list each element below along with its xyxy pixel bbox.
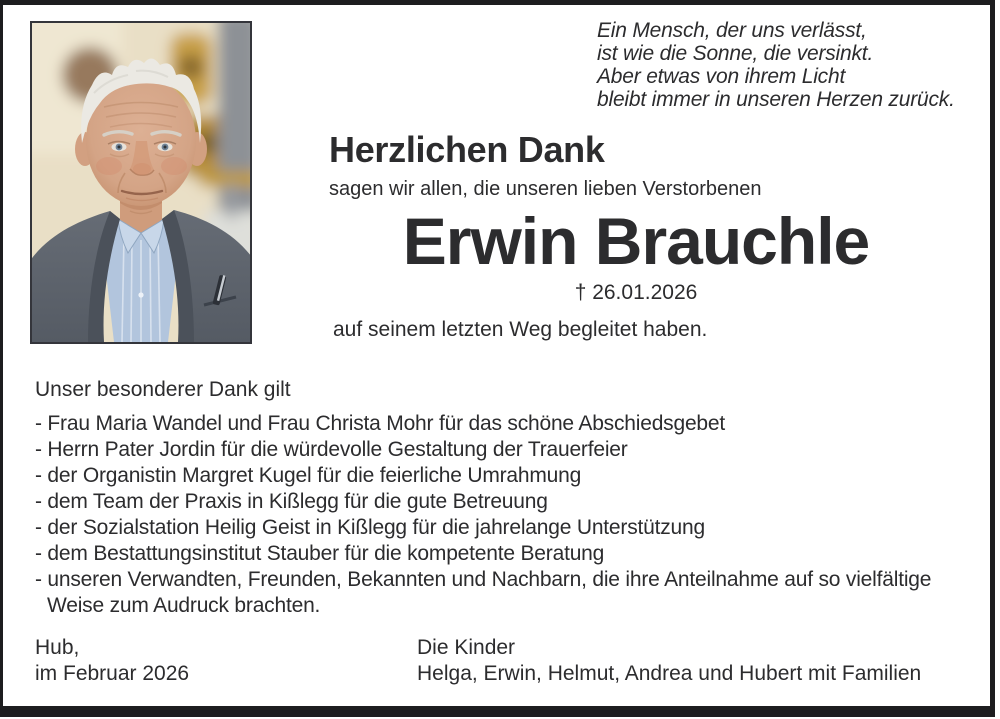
acknowledgement-item: - Herrn Pater Jordin für die würdevolle Gestaltung der Trauerfeier bbox=[35, 438, 628, 461]
footer-place-date bbox=[35, 635, 189, 687]
footer-place: Hub, bbox=[35, 636, 80, 659]
notice-intro: sagen wir allen, die unseren lieben Verstorbenen bbox=[329, 178, 762, 200]
acknowledgements-heading: Unser besonderer Dank gilt bbox=[35, 378, 291, 401]
poem-line: ist wie die Sonne, die versinkt. bbox=[597, 42, 874, 65]
acknowledgement-item: - Frau Maria Wandel und Frau Christa Mohr für das schöne Abschiedsgebet bbox=[35, 412, 726, 435]
acknowledgement-item: - der Sozialstation Heilig Geist in Kißlegg für die jahrelange Unterstützung bbox=[35, 516, 705, 539]
deceased-name: Erwin Brauchle bbox=[402, 204, 870, 278]
death-date: † 26.01.2026 bbox=[574, 281, 698, 304]
poem-line: Aber etwas von ihrem Licht bbox=[597, 65, 846, 88]
acknowledgement-item: - dem Bestattungsinstitut Stauber für die kompetente Beratung bbox=[35, 542, 605, 565]
notice-closing-line: auf seinem letzten Weg begleitet haben. bbox=[333, 318, 708, 341]
acknowledgement-item: - dem Team der Praxis in Kißlegg für die gute Betreuung bbox=[35, 490, 548, 513]
poem-line: bleibt immer in unseren Herzen zurück. bbox=[597, 88, 955, 111]
portrait-image bbox=[32, 23, 250, 342]
deceased-photo bbox=[30, 21, 252, 344]
acknowledgements-section bbox=[35, 377, 945, 619]
footer-signature-block bbox=[417, 635, 921, 687]
acknowledgement-item: - unseren Verwandten, Freunden, Bekannten und Nachbarn, die ihre Anteilnahme auf so vielfältige Weise zum Audruck brachten. bbox=[35, 568, 932, 617]
footer-family-names: Helga, Erwin, Helmut, Andrea und Hubert mit Familien bbox=[417, 662, 922, 685]
memorial-poem bbox=[597, 19, 955, 111]
poem-line: Ein Mensch, der uns verlässt, bbox=[597, 19, 867, 42]
footer-signature: Die Kinder bbox=[417, 636, 516, 659]
notice-title: Herzlichen Dank bbox=[329, 129, 605, 170]
footer-date: im Februar 2026 bbox=[35, 662, 190, 685]
acknowledgement-item: - der Organistin Margret Kugel für die feierliche Umrahmung bbox=[35, 464, 582, 487]
